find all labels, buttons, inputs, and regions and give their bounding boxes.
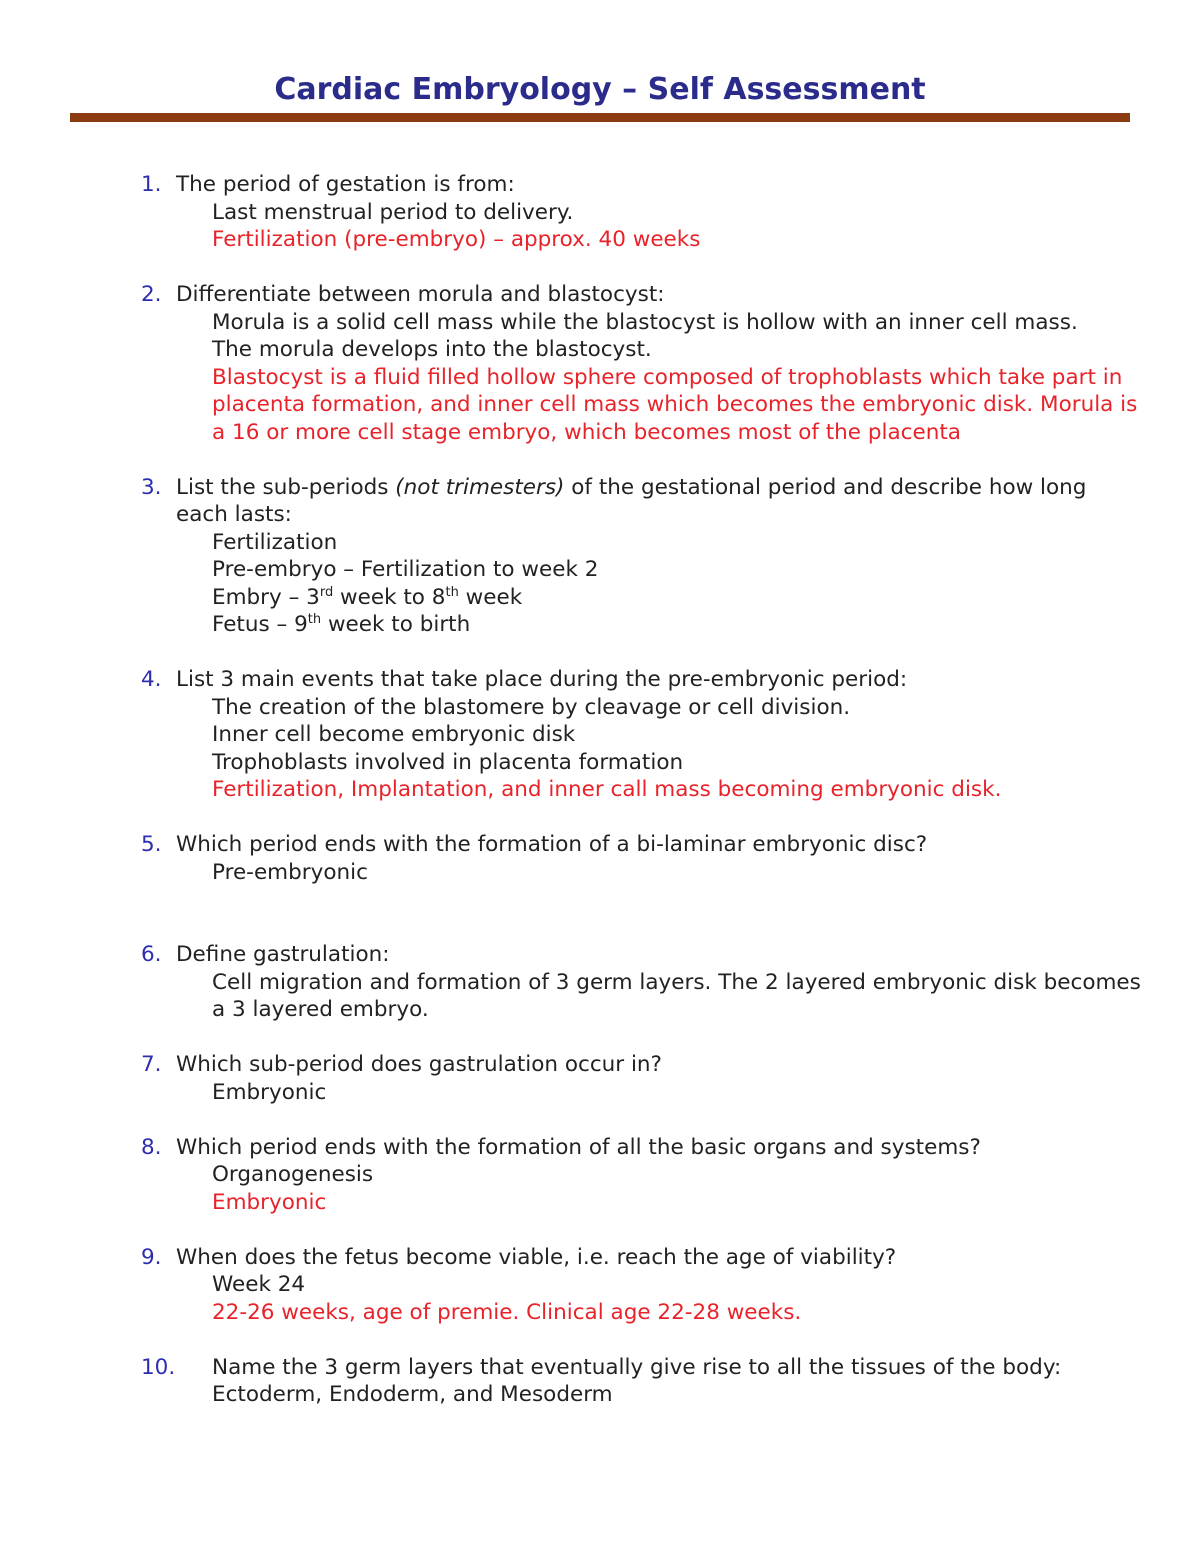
question-text-part: List the sub-periods [176, 474, 396, 500]
corrected-answer: 22-26 weeks, age of premie. Clinical age 22-28 weeks. [212, 1299, 802, 1325]
page-title: Cardiac Embryology – Self Assessment [274, 72, 926, 107]
question-9 [0, 1244, 1200, 1327]
question-10 [0, 1354, 1200, 1409]
question-text: The period of gestation is from: [176, 172, 515, 197]
question-number: 1. [141, 172, 162, 197]
question-number: 4. [141, 667, 162, 692]
question-number: 9. [141, 1244, 162, 1270]
question-number: 7. [141, 1052, 162, 1077]
answer-line: Organogenesis [212, 1162, 374, 1187]
question-4 [0, 666, 1200, 804]
answer-line: Trophoblasts involved in placenta formation [212, 749, 684, 775]
question-number: 8. [141, 1134, 162, 1160]
title-divider [70, 113, 1130, 122]
answer-line: Ectoderm, Endoderm, and Mesoderm [212, 1382, 613, 1407]
ordinal-suffix: th [445, 584, 459, 600]
answer-line: The creation of the blastomere by cleavage or cell division. [212, 694, 851, 720]
question-text-part: of the gestational period and describe how long each lasts: [176, 474, 1087, 527]
question-text: Which period ends with the formation of all the basic organs and systems? [176, 1134, 981, 1160]
answer-line: Fertilization [212, 529, 338, 555]
question-5 [0, 831, 1200, 886]
question-list [0, 171, 1200, 1436]
corrected-answer: Fertilization (pre-embryo) – approx. 40 weeks [212, 227, 701, 252]
question-text: List 3 main events that take place during the pre-embryonic period: [176, 667, 908, 692]
answer-line: Pre-embryo – Fertilization to week 2 [212, 557, 599, 582]
answer-line [212, 584, 1142, 612]
answer-text-part: week [458, 584, 523, 610]
corrected-answer: Embryonic [212, 1189, 327, 1215]
question-emphasis: (not trimesters) [395, 474, 565, 500]
question-text [176, 474, 1126, 529]
question-number: 2. [141, 282, 162, 307]
answer-line: Last menstrual period to delivery. [212, 199, 574, 225]
answer-line: Week 24 [212, 1272, 306, 1297]
answer-line: Embryonic [212, 1079, 327, 1105]
ordinal-suffix: rd [319, 584, 334, 600]
question-text: Which sub-period does gastrulation occur in? [176, 1052, 662, 1077]
question-text: When does the fetus become viable, i.e. reach the age of viability? [176, 1244, 897, 1270]
question-7 [0, 1051, 1200, 1106]
answer-text-part: week to 8 [333, 584, 446, 610]
question-number: 10. [141, 1354, 176, 1380]
corrected-answer: Fertilization, Implantation, and inner call mass becoming embryonic disk. [212, 777, 1002, 802]
corrected-answer: Blastocyst is a fluid filled hollow sphere composed of trophoblasts which take part in placenta formation, and inner cell mass which becomes the embryonic disk. Morula is a 16 or more cell stage embryo, which becomes most of the placenta [212, 364, 1138, 445]
answer-line: Pre-embryonic [212, 859, 368, 885]
answer-line [212, 611, 1142, 639]
question-text: Name the 3 germ layers that eventually give rise to all the tissues of the body: [212, 1354, 1062, 1380]
ordinal-suffix: th [307, 612, 322, 627]
answer-line: Morula is a solid cell mass while the blastocyst is hollow with an inner cell mass. [212, 309, 1078, 335]
question-1 [0, 171, 1200, 254]
answer-text-part: Fetus – 9 [212, 612, 308, 637]
question-text: Define gastrulation: [176, 942, 390, 967]
question-number: 5. [141, 832, 162, 857]
question-text: Which period ends with the formation of a bi-laminar embryonic disc? [176, 832, 928, 857]
answer-text-part: Embry – 3 [212, 584, 320, 610]
question-number: 6. [141, 942, 162, 967]
question-2 [0, 281, 1200, 446]
question-8 [0, 1134, 1200, 1217]
question-text: Differentiate between morula and blastocyst: [176, 282, 665, 307]
answer-line: Cell migration and formation of 3 germ layers. The 2 layered embryonic disk becomes a 3 layered embryo. [212, 969, 1141, 1022]
question-3 [0, 474, 1200, 639]
answer-text-part: week to birth [321, 612, 471, 637]
question-6 [0, 941, 1200, 1024]
answer-line: The morula develops into the blastocyst. [212, 337, 652, 362]
answer-line: Inner cell become embryonic disk [212, 722, 576, 747]
question-number: 3. [141, 474, 162, 500]
